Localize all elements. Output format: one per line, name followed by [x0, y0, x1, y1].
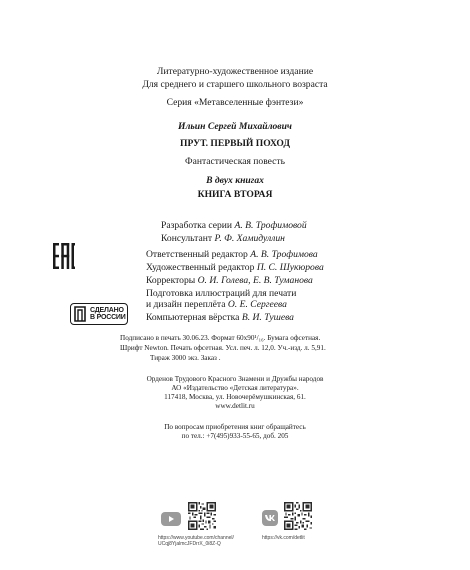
badge-line1: СДЕЛАНО	[90, 306, 124, 314]
credit-role: Разработка серии	[161, 220, 233, 231]
credit-art-editor	[146, 262, 324, 273]
made-in-russia-icon	[74, 306, 86, 322]
credit-illustrations	[146, 288, 296, 299]
credit-name: В. И. Тушева	[241, 312, 294, 323]
eac-mark-icon	[53, 243, 75, 269]
credit-role: Ответственный редактор	[146, 249, 248, 260]
imprint-line-2: Шрифт Newton. Печать офсетная. Усл. печ. л. 12,0. Уч.-изд. л. 5,91.	[120, 344, 326, 352]
vk-icon[interactable]	[262, 510, 278, 526]
purchase-line-1: По вопросам приобретения книг обращайтесь	[164, 423, 306, 431]
imprint-line-1: Подписано в печать 30.06.23. Формат 60x90¹/₁₆. Бумага офсетная.	[120, 334, 321, 342]
credit-name: А. В. Трофимова	[250, 249, 318, 260]
credit-role: Компьютерная вёрстка	[146, 312, 240, 323]
credit-layout	[146, 312, 294, 323]
purchase-phone: по тел.: +7(495)933-55-65, доб. 205	[181, 432, 289, 440]
made-in-russia-text	[90, 307, 126, 322]
credit-name: А. В. Трофимовой	[234, 220, 307, 231]
qr-code-icon[interactable]	[188, 502, 216, 530]
youtube-caption-1[interactable]: https://www.youtube.com/channel/	[158, 535, 234, 541]
credit-role: Подготовка иллюстраций для печати	[146, 288, 297, 299]
genre-line: Фантастическая повесть	[184, 156, 286, 167]
credit-name: Р. Ф. Хамидуллин	[214, 233, 285, 244]
credit-chief-editor	[146, 249, 318, 260]
credit-binding-design	[146, 299, 287, 310]
youtube-caption-2[interactable]: UCqj8YjalmcJFDrrX_0i8Z-Q	[158, 541, 221, 547]
publisher-website[interactable]: www.detlit.ru	[215, 402, 255, 410]
audience-line: Для среднего и старшего школьного возраста	[142, 79, 328, 90]
author-name: Ильин Сергей Михайлович	[178, 121, 292, 132]
youtube-icon[interactable]	[161, 512, 181, 526]
badge-line2: В РОССИИ	[90, 314, 126, 321]
credit-name: П. С. Шукюрова	[256, 262, 324, 273]
series-line: Серия «Метавселенные фэнтези»	[166, 97, 304, 108]
credit-series-dev	[161, 220, 307, 231]
credit-role: Консультант	[161, 233, 213, 244]
volume-line: КНИГА ВТОРАЯ	[197, 189, 273, 200]
credit-proofreaders	[146, 275, 313, 286]
vk-caption[interactable]: https://vk.com/detlit	[262, 535, 305, 541]
publisher-line-2: АО «Издательство «Детская литература».	[171, 384, 299, 392]
made-in-russia-badge	[70, 303, 128, 325]
publisher-line-3: 117418, Москва, ул. Новочерёмушкинская, 61.	[164, 393, 306, 401]
credit-role: Художественный редактор	[146, 262, 255, 273]
imprint-line-3: Тираж 3000 экз. Заказ .	[150, 354, 221, 362]
credit-consultant	[161, 233, 285, 244]
credit-name: О. И. Голева, Е. В. Туманова	[197, 275, 313, 286]
credit-name: О. Е. Сергеева	[227, 299, 287, 310]
edition-type: Литературно-художественное издание	[156, 66, 314, 77]
qr-code-icon[interactable]	[284, 502, 312, 530]
credit-role: и дизайн переплёта	[146, 299, 226, 310]
book-title: ПРУТ. ПЕРВЫЙ ПОХОД	[180, 138, 290, 149]
books-note: В двух книгах	[206, 175, 264, 186]
credit-role: Корректоры	[146, 275, 196, 286]
publisher-line-1: Орденов Трудового Красного Знамени и Дружбы народов	[146, 375, 324, 383]
